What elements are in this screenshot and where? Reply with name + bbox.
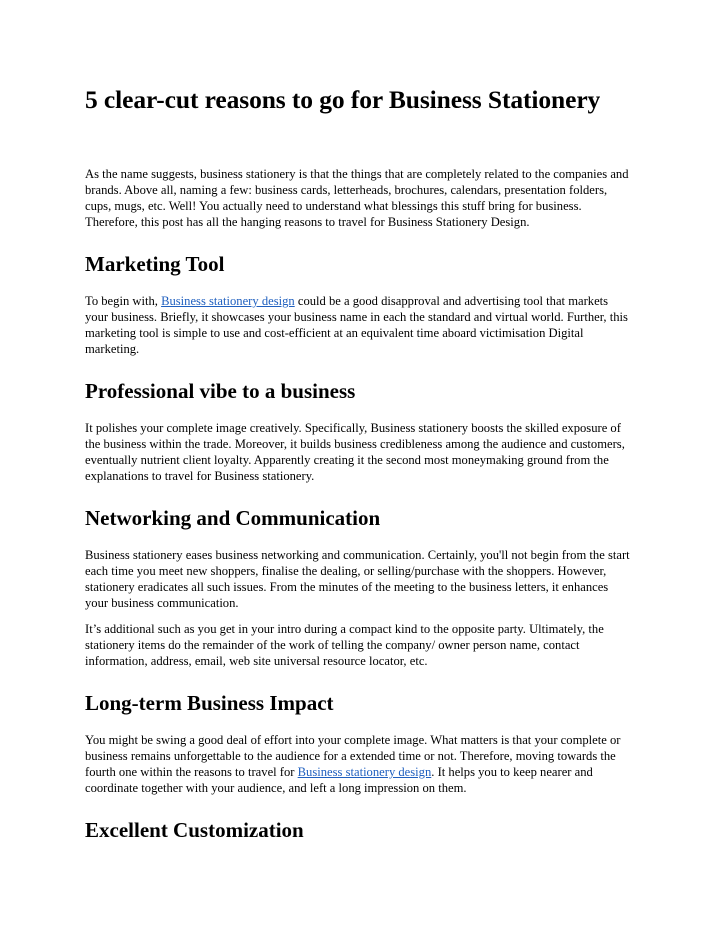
business-stationery-design-link[interactable]: Business stationery design [161, 294, 295, 308]
section-paragraph-marketing-tool [85, 293, 630, 357]
intro-paragraph: As the name suggests, business stationery is that the things that are completely related to the companies and brands. Above all, naming a few: business cards, letterheads, brochures, calendars, presentation folders, cups, mugs, etc. Well! You actually need to understand what blessings this stuff bring for business. Therefore, this post has all the hanging reasons to travel for Business Stationery Design. [85, 167, 629, 229]
section-paragraph-networking-2: It’s additional such as you get in your intro during a compact kind to the opposite party. Ultimately, the stationery items do the remainder of the work of telling the company/ owner person name, contact information, address, email, web site universal resource locator, etc. [85, 622, 604, 668]
text-span: . It helps you to keep nearer and coordinate together with your audience, and left a long impression on them. [85, 765, 593, 795]
section-heading-long-term-impact: Long-term Business Impact [85, 691, 334, 715]
text-span: could be a good disapproval and advertising tool that markets your business. Briefly, it showcases your business name in each the standard and virtual world. Further, this marketing tool is simple to use and cost-efficient at an equivalent time aboard victimisation Digital marketing. [85, 294, 628, 356]
text-span: You might be swing a good deal of effort into your complete image. What matters is that your complete or business remains unforgettable to the audience for a extended time or not. Therefore, moving towards the fourth one within the reasons to travel for [85, 733, 621, 779]
business-stationery-design-link-2[interactable]: Business stationery design [297, 765, 432, 779]
section-paragraph-long-term-impact [85, 732, 630, 796]
section-heading-excellent-customization: Excellent Customization [85, 818, 304, 842]
section-heading-professional-vibe: Professional vibe to a business [85, 379, 356, 403]
section-heading-marketing-tool: Marketing Tool [85, 252, 225, 276]
section-paragraph-professional-vibe: It polishes your complete image creatively. Specifically, Business stationery boosts the skilled exposure of the business within the trade. Moreover, it builds business credibleness among the audience and customers, eventually nutrient client loyalty. Apparently creating it the second most moneymaking ground from the explanations to travel for Business stationery. [85, 421, 625, 483]
text-span: To begin with, [85, 294, 162, 308]
page-title: 5 clear-cut reasons to go for Business Stationery [85, 85, 601, 114]
section-paragraph-networking-1: Business stationery eases business networking and communication. Certainly, you'll not begin from the start each time you meet new shoppers, finalise the dealing, or selling/purchase with the shoppers. However, stationery eradicates all such issues. From the minutes of the meeting to the business letters, it enhances your business communication. [85, 548, 630, 610]
document-page [85, 82, 630, 859]
section-heading-networking: Networking and Communication [85, 506, 381, 530]
